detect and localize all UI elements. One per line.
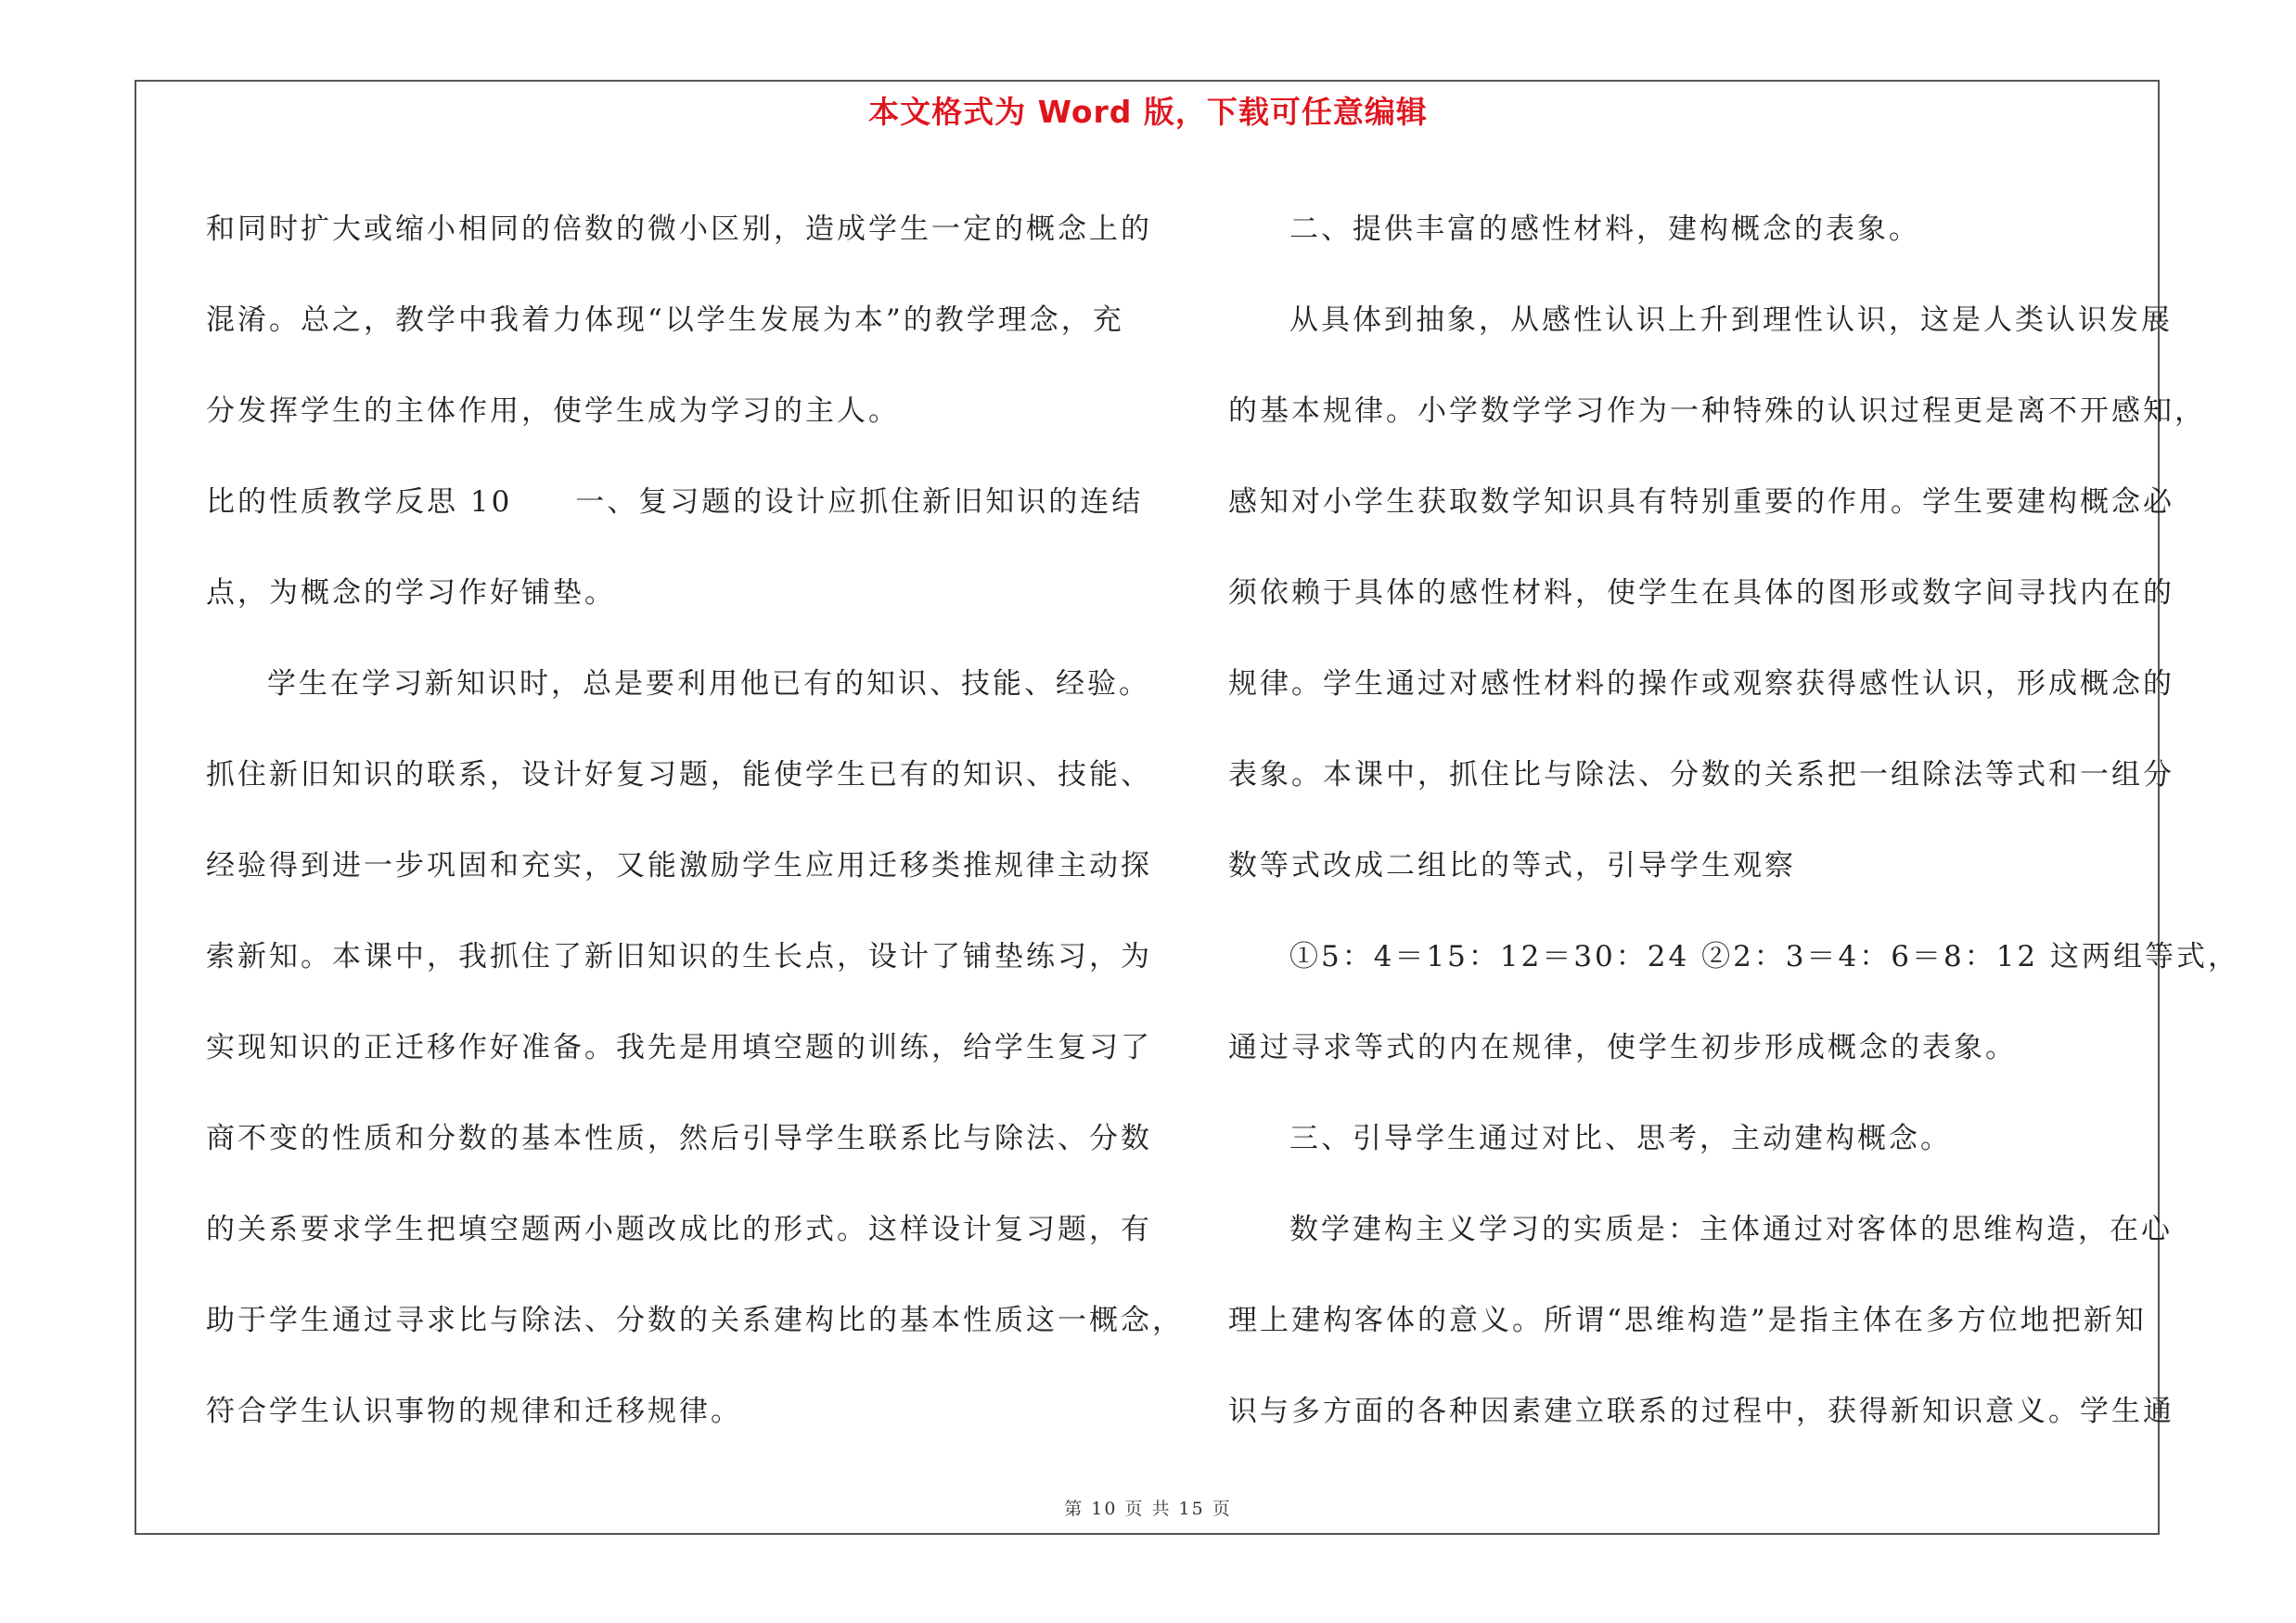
text-line: 抓住新旧知识的联系，设计好复习题，能使学生已有的知识、技能、 (206, 758, 1152, 792)
text-line: 识与多方面的各种因素建立联系的过程中，获得新知识意义。学生通 (1228, 1395, 2174, 1428)
text-line: 商不变的性质和分数的基本性质，然后引导学生联系比与除法、分数 (206, 1122, 1152, 1155)
text-line: 和同时扩大或缩小相同的倍数的微小区别，造成学生一定的概念上的 (206, 213, 1152, 246)
text-line: 点，为概念的学习作好铺垫。 (206, 576, 616, 610)
text-line: 助于学生通过寻求比与除法、分数的关系建构比的基本性质这一概念， (206, 1304, 1184, 1337)
text-line: 从具体到抽象，从感性认识上升到理性认识，这是人类认识发展 (1289, 303, 2173, 337)
header-banner: 本文格式为 Word 版，下载可任意编辑 (868, 94, 1428, 130)
left-column (206, 184, 1184, 1457)
text-line: 的关系要求学生把填空题两小题改成比的形式。这样设计复习题，有 (206, 1213, 1152, 1246)
text-line: 三、引导学生通过对比、思考，主动建构概念。 (1289, 1122, 1952, 1155)
right-column (1228, 184, 2239, 1457)
page-number: 第 10 页 共 15 页 (1064, 1499, 1232, 1519)
text-line: 数等式改成二组比的等式，引导学生观察 (1228, 849, 1796, 882)
text-line: 理上建构客体的意义。所谓“思维构造”是指主体在多方位地把新知 (1228, 1304, 2147, 1337)
text-line: 表象。本课中，抓住比与除法、分数的关系把一组除法等式和一组分 (1228, 758, 2174, 792)
text-line: 的基本规律。小学数学学习作为一种特殊的认识过程更是离不开感知， (1228, 394, 2206, 428)
text-line: 实现知识的正迁移作好准备。我先是用填空题的训练，给学生复习了 (206, 1031, 1152, 1064)
text-line: 混淆。总之，教学中我着力体现“以学生发展为本”的教学理念，充 (206, 303, 1124, 337)
text-line: 比的性质教学反思 10 一、复习题的设计应抓住新旧知识的连结 (206, 485, 1144, 519)
text-line: 通过寻求等式的内在规律，使学生初步形成概念的表象。 (1228, 1031, 2017, 1064)
text-line: 学生在学习新知识时，总是要利用他已有的知识、技能、经验。 (267, 667, 1150, 701)
text-line: ①5：4＝15：12＝30：24 ②2：3＝4：6＝8：12 这两组等式， (1289, 940, 2239, 973)
text-line: 须依赖于具体的感性材料，使学生在具体的图形或数字间寻找内在的 (1228, 576, 2174, 610)
text-line: 数学建构主义学习的实质是：主体通过对客体的思维构造，在心 (1289, 1213, 2173, 1246)
text-line: 二、提供丰富的感性材料，建构概念的表象。 (1289, 213, 1920, 246)
text-line: 分发挥学生的主体作用，使学生成为学习的主人。 (206, 394, 900, 428)
text-line: 经验得到进一步巩固和充实，又能激励学生应用迁移类推规律主动探 (206, 849, 1152, 882)
text-line: 索新知。本课中，我抓住了新旧知识的生长点，设计了铺垫练习，为 (206, 940, 1152, 973)
text-line: 符合学生认识事物的规律和迁移规律。 (206, 1395, 742, 1428)
text-line: 感知对小学生获取数学知识具有特别重要的作用。学生要建构概念必 (1228, 485, 2174, 519)
text-line: 规律。学生通过对感性材料的操作或观察获得感性认识，形成概念的 (1228, 667, 2174, 701)
